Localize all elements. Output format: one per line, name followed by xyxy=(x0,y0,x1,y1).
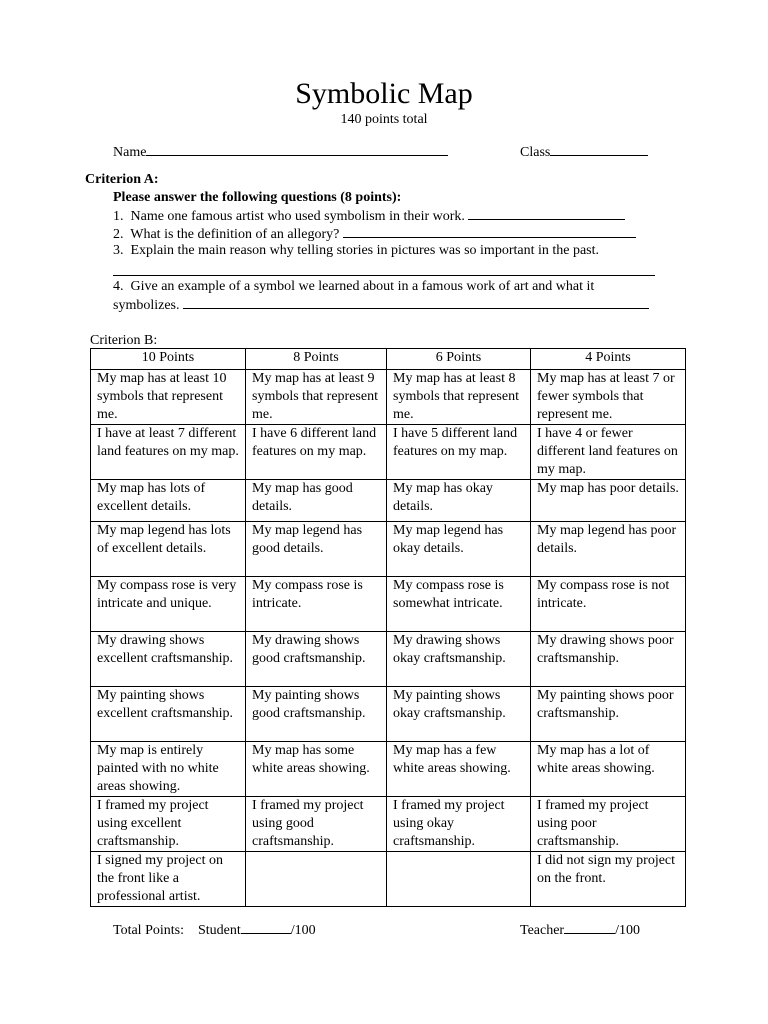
rubric-cell: My drawing shows poor craftsmanship. xyxy=(531,632,686,687)
column-header-8-points: 8 Points xyxy=(246,349,387,370)
teacher-score-field[interactable] xyxy=(564,920,615,934)
table-row xyxy=(91,425,686,480)
rubric-cell: My map has some white areas showing. xyxy=(246,742,387,797)
column-header-4-points: 4 Points xyxy=(531,349,686,370)
question-1 xyxy=(113,206,625,225)
total-points-row xyxy=(113,920,316,939)
question-2-answer[interactable] xyxy=(343,224,636,238)
rubric-cell: My map has a few white areas showing. xyxy=(387,742,531,797)
question-4-line-2: symbolizes. xyxy=(113,298,180,313)
rubric-cell: My painting shows okay craftsmanship. xyxy=(387,687,531,742)
student-score-field[interactable] xyxy=(241,920,291,934)
question-4-line-1: 4. Give an example of a symbol we learned about in a famous work of art and what it xyxy=(113,279,595,294)
student-score-max: /100 xyxy=(290,923,316,938)
question-2 xyxy=(113,224,636,243)
rubric-cell: My drawing shows okay craftsmanship. xyxy=(387,632,531,687)
rubric-cell: I did not sign my project on the front. xyxy=(531,852,686,907)
rubric-cell: My compass rose is not intricate. xyxy=(531,577,686,632)
rubric-cell: My map has at least 10 symbols that represent me. xyxy=(91,370,246,425)
table-row xyxy=(91,852,686,907)
page-title: Symbolic Map xyxy=(295,77,473,110)
rubric-cell: My map legend has lots of excellent details. xyxy=(91,522,246,577)
table-row xyxy=(91,522,686,577)
rubric-cell: My map has good details. xyxy=(246,480,387,522)
criterion-a-instructions: Please answer the following questions (8 points): xyxy=(113,190,402,205)
teacher-label: Teacher xyxy=(520,923,565,938)
rubric-cell: My map has a lot of white areas showing. xyxy=(531,742,686,797)
rubric-cell: My map has at least 8 symbols that represent me. xyxy=(387,370,531,425)
rubric-cell: My map legend has good details. xyxy=(246,522,387,577)
teacher-total-row xyxy=(520,920,640,939)
class-row xyxy=(520,142,648,161)
rubric-cell: My map legend has poor details. xyxy=(531,522,686,577)
class-field[interactable] xyxy=(550,142,648,156)
teacher-score-max: /100 xyxy=(615,923,640,938)
table-row xyxy=(91,687,686,742)
rubric-cell: I framed my project using good craftsmanship. xyxy=(246,797,387,852)
rubric-cell: I have 5 different land features on my map. xyxy=(387,425,531,480)
question-3-answer[interactable] xyxy=(113,262,655,276)
question-1-answer[interactable] xyxy=(468,206,625,220)
question-1-text: 1. Name one famous artist who used symbolism in their work. xyxy=(113,209,465,224)
rubric-cell: My compass rose is somewhat intricate. xyxy=(387,577,531,632)
table-row xyxy=(91,742,686,797)
rubric-cell: My drawing shows excellent craftsmanship. xyxy=(91,632,246,687)
student-label: Student xyxy=(197,923,241,938)
rubric-cell: My map has at least 9 symbols that represent me. xyxy=(246,370,387,425)
rubric-cell: My map is entirely painted with no white areas showing. xyxy=(91,742,246,797)
rubric-cell: I framed my project using okay craftsmanship. xyxy=(387,797,531,852)
total-points-label: Total Points: xyxy=(113,923,184,938)
rubric-header-row xyxy=(91,349,686,370)
name-field[interactable] xyxy=(146,142,448,156)
rubric-cell: My compass rose is very intricate and unique. xyxy=(91,577,246,632)
rubric-cell: I have 6 different land features on my map. xyxy=(246,425,387,480)
class-label: Class xyxy=(520,145,551,160)
column-header-6-points: 6 Points xyxy=(387,349,531,370)
column-header-10-points: 10 Points xyxy=(91,349,246,370)
rubric-cell xyxy=(387,852,531,907)
table-row xyxy=(91,480,686,522)
table-row xyxy=(91,577,686,632)
table-row xyxy=(91,370,686,425)
rubric-cell: I have 4 or fewer different land features on my map. xyxy=(531,425,686,480)
question-4-answer[interactable] xyxy=(183,295,649,309)
question-4 xyxy=(113,295,649,314)
rubric-cell: My map has poor details. xyxy=(531,480,686,522)
rubric-cell: My map legend has okay details. xyxy=(387,522,531,577)
rubric-cell: My map has okay details. xyxy=(387,480,531,522)
rubric-table xyxy=(90,348,686,907)
question-3-text: 3. Explain the main reason why telling stories in pictures was so important in the past. xyxy=(113,243,600,258)
name-row xyxy=(113,142,448,161)
rubric-cell: I framed my project using excellent craftsmanship. xyxy=(91,797,246,852)
rubric-cell: My painting shows good craftsmanship. xyxy=(246,687,387,742)
rubric-cell: My map has at least 7 or fewer symbols that represent me. xyxy=(531,370,686,425)
table-row xyxy=(91,632,686,687)
points-total: 140 points total xyxy=(340,112,428,127)
rubric-cell: I signed my project on the front like a professional artist. xyxy=(91,852,246,907)
rubric-cell: My map has lots of excellent details. xyxy=(91,480,246,522)
table-row xyxy=(91,797,686,852)
rubric-cell: I framed my project using poor craftsmanship. xyxy=(531,797,686,852)
rubric-cell: My painting shows poor craftsmanship. xyxy=(531,687,686,742)
criterion-b-heading: Criterion B: xyxy=(90,333,158,348)
rubric-cell: My compass rose is intricate. xyxy=(246,577,387,632)
rubric-cell: I have at least 7 different land features on my map. xyxy=(91,425,246,480)
rubric-cell: My drawing shows good craftsmanship. xyxy=(246,632,387,687)
question-2-text: 2. What is the definition of an allegory? xyxy=(113,227,340,242)
name-label: Name xyxy=(113,145,147,160)
rubric-cell xyxy=(246,852,387,907)
rubric-cell: My painting shows excellent craftsmanship. xyxy=(91,687,246,742)
criterion-a-heading: Criterion A: xyxy=(85,172,159,187)
